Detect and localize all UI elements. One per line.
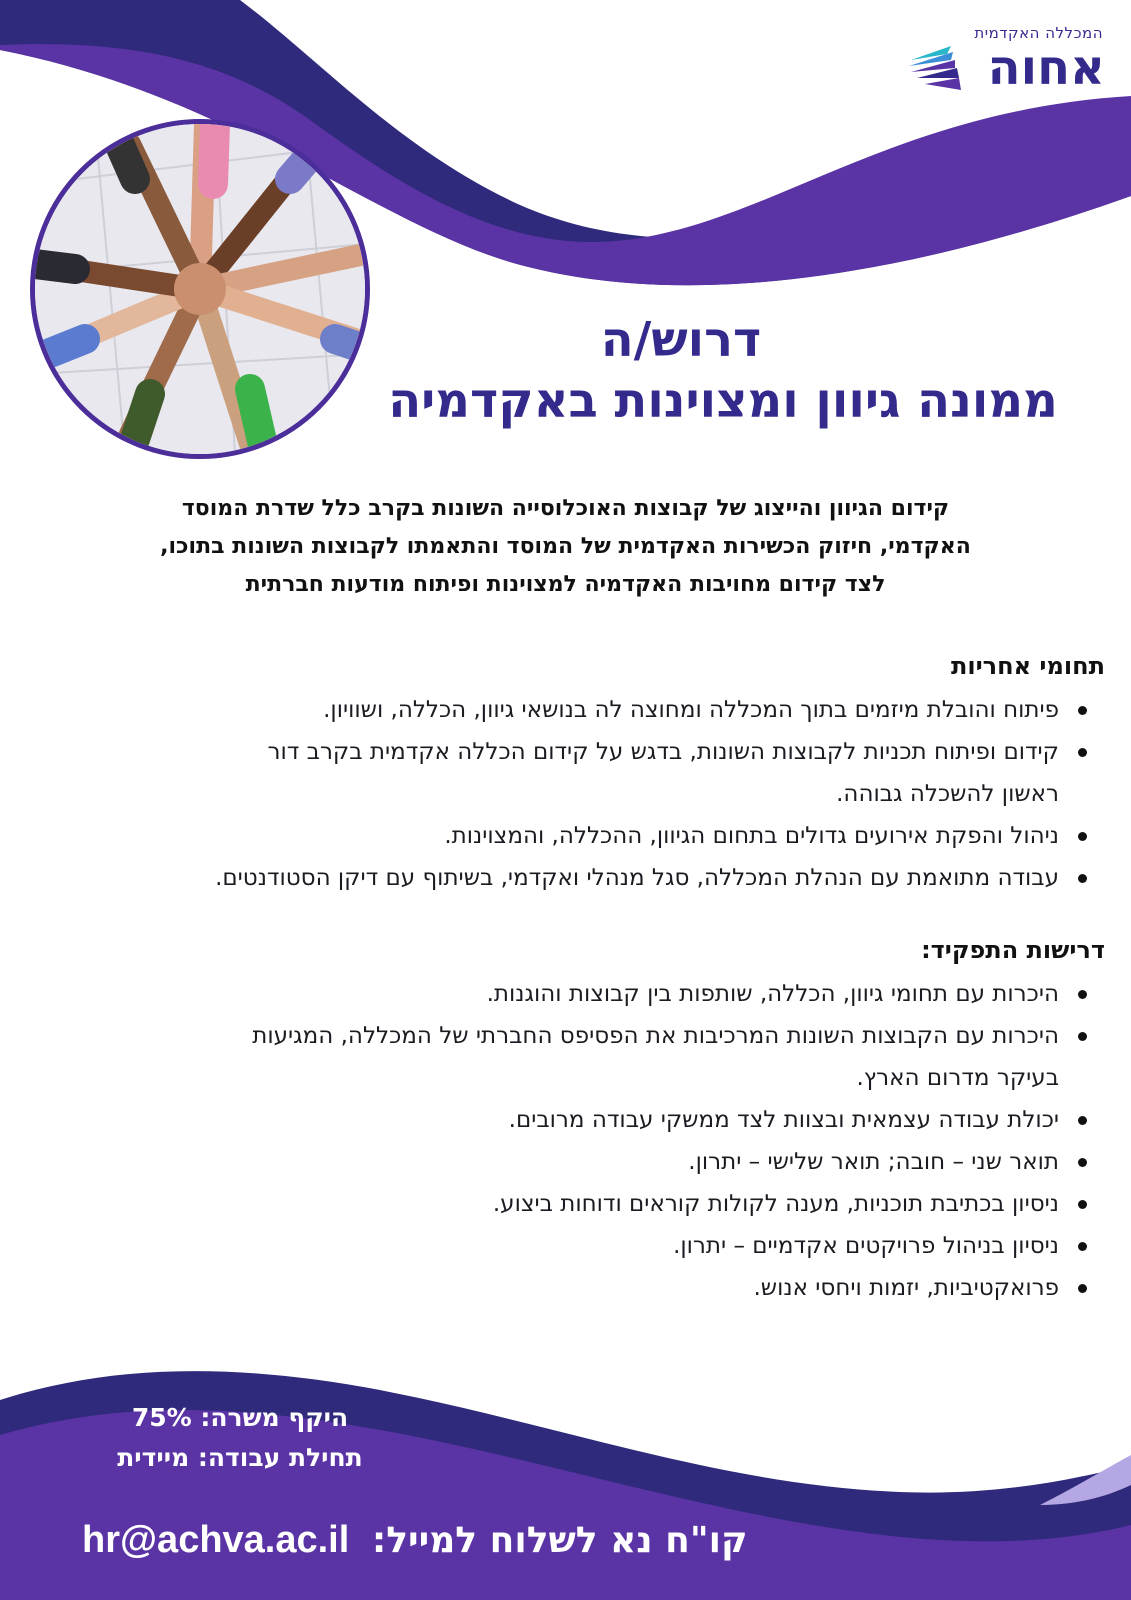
list-item-continuation: ראשון להשכלה גבוהה. bbox=[836, 781, 1059, 807]
list-item-continuation: בעיקר מדרום הארץ. bbox=[856, 1065, 1059, 1091]
responsibilities-list bbox=[14, 689, 1059, 899]
intro-line: קידום הגיוון והייצוג של קבוצות האוכלוסייה השונות בקרב כלל שדרת המוסד bbox=[181, 496, 950, 521]
list-item: היכרות עם הקבוצות השונות המרכיבות את הפסיפס החברתי של המכללה, המגיעות bbox=[14, 1015, 1059, 1057]
list-item: היכרות עם תחומי גיוון, הכללה, שותפות בין קבוצות והוגנות. bbox=[14, 973, 1059, 1015]
list-item: פרואקטיביות, יזמות ויחסי אנוש. bbox=[14, 1267, 1059, 1309]
contact-email-link[interactable]: hr@achva.ac.il bbox=[82, 1519, 350, 1561]
requirements-heading: דרישות התפקיד: bbox=[921, 936, 1105, 964]
logo-subtitle: המכללה האקדמית bbox=[974, 24, 1103, 42]
college-logo bbox=[899, 22, 1109, 96]
intro-line: האקדמי, חיזוק הכשירות האקדמית של המוסד והתאמתו לקבוצות השונות בתוכו, bbox=[160, 534, 971, 559]
list-item: ניסיון בכתיבת תוכניות, מענה לקולות קוראים ודוחות ביצוע. bbox=[14, 1183, 1059, 1225]
list-item: ניסיון בניהול פרויקטים אקדמיים – יתרון. bbox=[14, 1225, 1059, 1267]
contact-label: קו"ח נא לשלוח למייל: bbox=[371, 1520, 748, 1561]
photo-illustration bbox=[35, 124, 365, 454]
page-title-prefix: דרוש/ה bbox=[600, 312, 762, 368]
hands-together-photo bbox=[30, 119, 370, 459]
list-item: תואר שני – חובה; תואר שלישי – יתרון. bbox=[14, 1141, 1059, 1183]
page-title: ממונה גיוון ומצוינות באקדמיה bbox=[388, 373, 1058, 429]
list-item: פיתוח והובלת מיזמים בתוך המכללה ומחוצה לה בנושאי גיוון, הכללה, ושוויון. bbox=[14, 689, 1059, 731]
requirements-list bbox=[14, 973, 1059, 1309]
contact-line bbox=[82, 1519, 748, 1562]
start-date: תחילת עבודה: מיידית bbox=[117, 1443, 363, 1472]
intro-paragraph bbox=[40, 490, 1091, 604]
list-item: עבודה מתואמת עם הנהלת המכללה, סגל מנהלי ואקדמי, בשיתוף עם דיקן הסטודנטים. bbox=[14, 857, 1059, 899]
list-item: קידום ופיתוח תכניות לקבוצות השונות, בדגש על קידום הכללה אקדמית בקרב דור bbox=[14, 731, 1059, 773]
logo-mark-icon bbox=[907, 46, 963, 94]
list-item: יכולת עבודה עצמאית ובצוות לצד ממשקי עבודה מרובים. bbox=[14, 1099, 1059, 1141]
responsibilities-heading: תחומי אחריות bbox=[950, 652, 1105, 680]
job-scope: היקף משרה: 75% bbox=[131, 1403, 349, 1432]
intro-line: לצד קידום מחויבות האקדמיה למצוינות ופיתוח מודעות חברתית bbox=[245, 572, 886, 597]
list-item: ניהול והפקת אירועים גדולים בתחום הגיוון, ההכללה, והמצוינות. bbox=[14, 815, 1059, 857]
logo-name: אחוה bbox=[987, 40, 1105, 96]
